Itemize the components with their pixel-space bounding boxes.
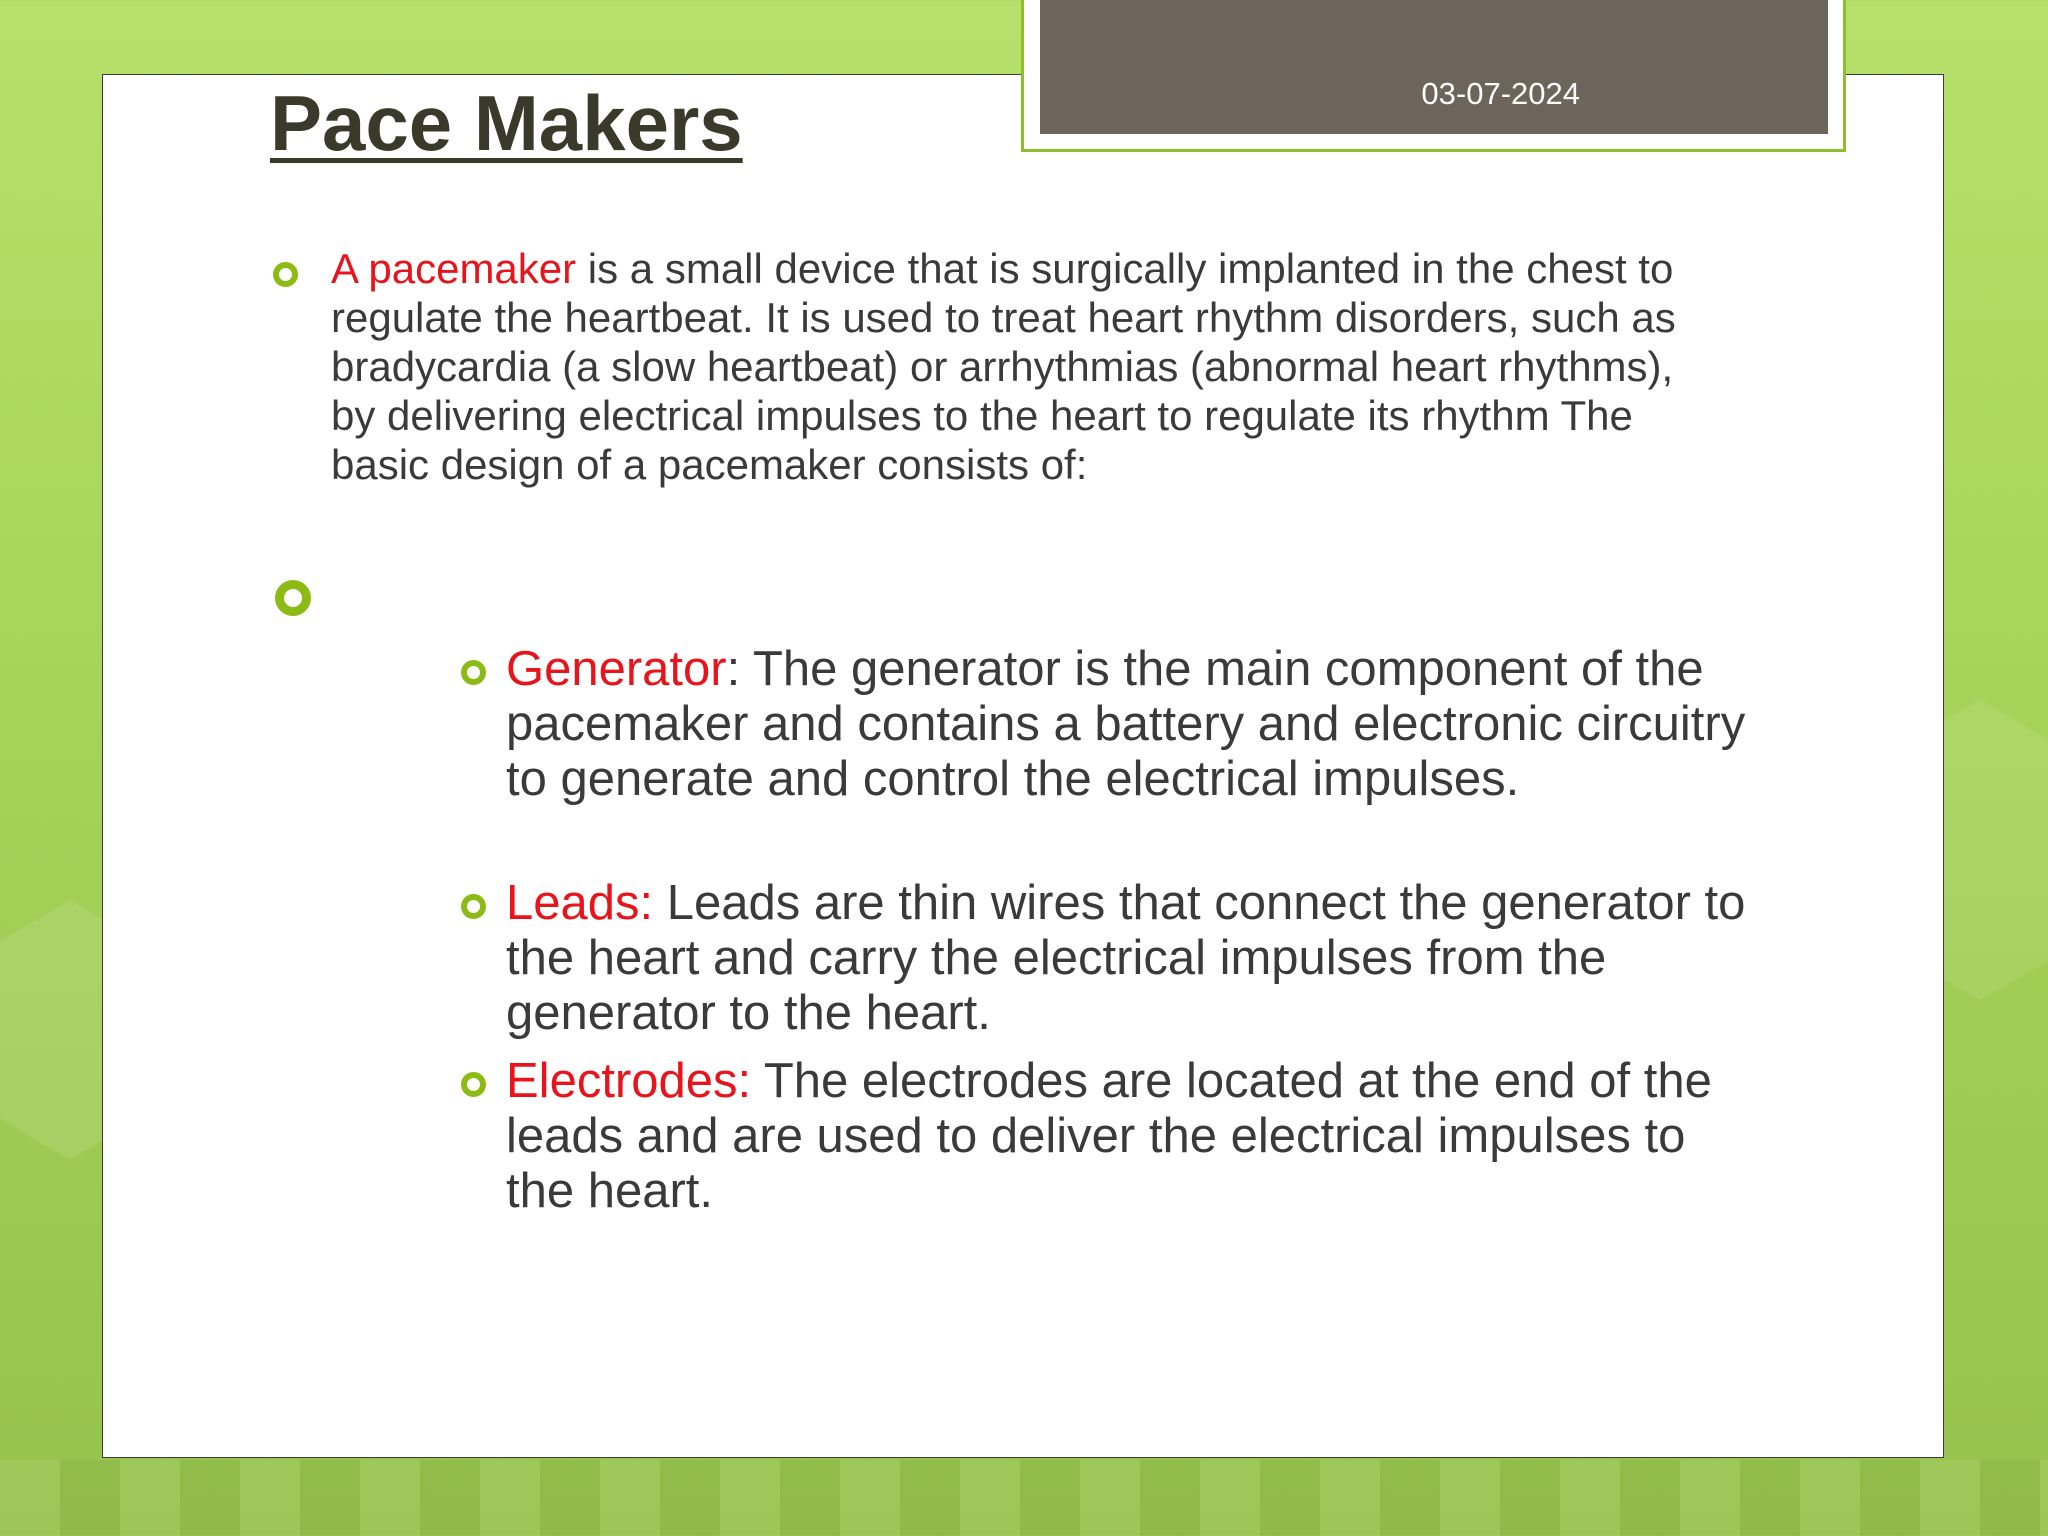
slide-date: 03-07-2024: [1421, 76, 1580, 111]
component-term: Electrodes:: [506, 1054, 752, 1108]
component-text: : The generator is the main component of the pacemaker and contains a battery and electronic circuitry to generate and control the electrical impulses.: [506, 642, 1746, 806]
bullet-ring-icon: [461, 894, 486, 919]
component-term: Leads:: [506, 876, 654, 930]
component-generator: [506, 642, 1746, 807]
component-term: Generator: [506, 642, 727, 696]
component-text: The electrodes are located at the end of the leads and are used to deliver the electrical impulses to the heart.: [506, 1054, 1712, 1218]
slide-title: Pace Makers: [270, 79, 743, 167]
bullet-ring-icon: [273, 262, 298, 287]
empty-bullet-ring-icon: [275, 580, 311, 616]
component-leads: [506, 876, 1746, 1041]
header-panel: [1040, 0, 1828, 134]
intro-term: A pacemaker: [331, 245, 577, 292]
intro-paragraph: [331, 244, 1711, 489]
background-stripes: [0, 1460, 2048, 1536]
intro-text: is a small device that is surgically implanted in the chest to regulate the heartbeat. It is used to treat heart rhythm disorders, such as bradycardia (a slow heartbeat) or arrhythmias (abnormal heart rhythms), by delivering electrical impulses to the heart to regulate its rhythm The basic design of a pacemaker consists of:: [331, 245, 1676, 488]
component-text: Leads are thin wires that connect the generator to the heart and carry the electrical impulses from the generator to the heart.: [506, 876, 1746, 1040]
bullet-ring-icon: [461, 1072, 486, 1097]
bullet-ring-icon: [461, 660, 486, 685]
component-electrodes: [506, 1054, 1746, 1219]
